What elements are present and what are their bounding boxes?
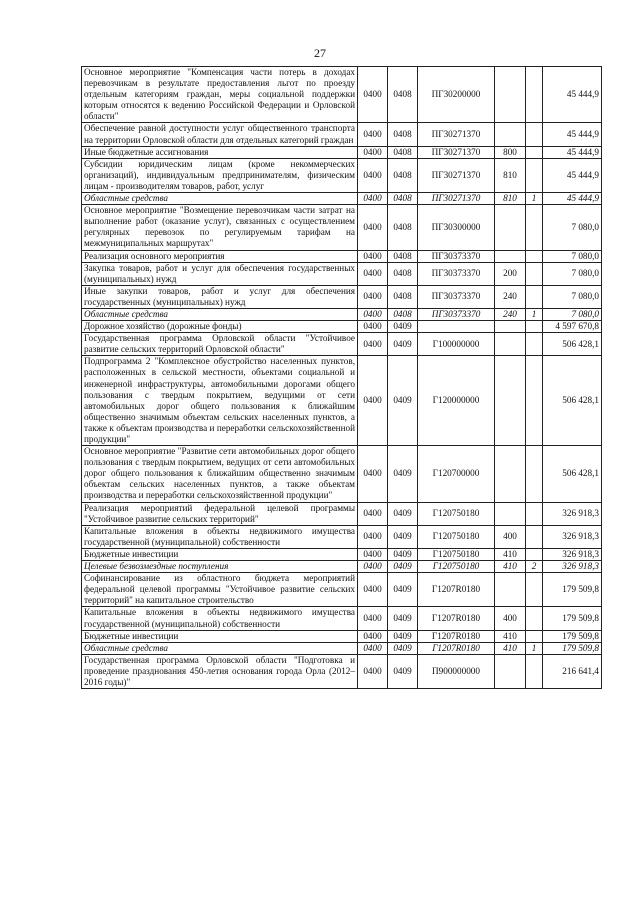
table-row — [82, 205, 602, 250]
section-code: 0400 — [358, 525, 388, 548]
expense-type-code: 800 — [495, 146, 526, 158]
subsection-code: 0409 — [388, 561, 418, 573]
expense-type-code: 410 — [495, 642, 526, 654]
target-article-code: Г120750180 — [418, 525, 495, 548]
expense-type-code — [495, 356, 526, 446]
amount: 179 509,8 — [543, 573, 602, 607]
target-article-code: ПГ30200000 — [418, 67, 495, 123]
target-article-code: П900000000 — [418, 654, 495, 688]
target-article-code: Г1207R0180 — [418, 642, 495, 654]
table-row — [82, 146, 602, 158]
subsection-code: 0409 — [388, 333, 418, 356]
funding-source-code — [526, 333, 543, 356]
table-row — [82, 321, 602, 333]
section-code: 0400 — [358, 356, 388, 446]
table-row — [82, 525, 602, 548]
section-code: 0400 — [358, 146, 388, 158]
target-article-code — [418, 321, 495, 333]
amount: 7 080,0 — [543, 262, 602, 285]
funding-source-code — [526, 321, 543, 333]
target-article-code: Г120000000 — [418, 356, 495, 446]
section-code: 0400 — [358, 630, 388, 642]
expense-description: Бюджетные инвестиции — [82, 630, 358, 642]
subsection-code: 0409 — [388, 321, 418, 333]
page-number: 27 — [314, 46, 326, 60]
target-article-code: Г1207R0180 — [418, 630, 495, 642]
funding-source-code — [526, 205, 543, 250]
expense-type-code — [495, 446, 526, 502]
expense-type-code: 810 — [495, 193, 526, 205]
section-code: 0400 — [358, 654, 388, 688]
amount: 216 641,4 — [543, 654, 602, 688]
section-code: 0400 — [358, 607, 388, 630]
subsection-code: 0408 — [388, 158, 418, 192]
funding-source-code — [526, 573, 543, 607]
expense-description: Областные средства — [82, 308, 358, 320]
table-row — [82, 67, 602, 123]
expense-type-code — [495, 250, 526, 262]
funding-source-code — [526, 502, 543, 525]
amount: 179 509,8 — [543, 630, 602, 642]
expense-description: Иные закупки товаров, работ и услуг для обеспечения государственных (муниципальных) нужд — [82, 285, 358, 308]
funding-source-code: 1 — [526, 642, 543, 654]
target-article-code: Г120750180 — [418, 561, 495, 573]
expense-description: Бюджетные инвестиции — [82, 548, 358, 560]
funding-source-code — [526, 146, 543, 158]
expense-description: Целевые безвозмездные поступления — [82, 561, 358, 573]
expense-type-code: 400 — [495, 607, 526, 630]
amount: 326 918,3 — [543, 502, 602, 525]
funding-source-code — [526, 548, 543, 560]
target-article-code: ПГ30373370 — [418, 262, 495, 285]
target-article-code: ПГ30373370 — [418, 285, 495, 308]
funding-source-code — [526, 158, 543, 192]
funding-source-code — [526, 356, 543, 446]
expense-description: Государственная программа Орловской области "Подготовка и проведение празднования 450-летия основания города Орла (2012–2016 годы)" — [82, 654, 358, 688]
budget-table-body — [82, 67, 602, 689]
funding-source-code — [526, 67, 543, 123]
expense-description: Государственная программа Орловской области "Устойчивое развитие сельских территорий Орловской области" — [82, 333, 358, 356]
subsection-code: 0408 — [388, 262, 418, 285]
amount: 506 428,1 — [543, 356, 602, 446]
section-code: 0400 — [358, 285, 388, 308]
amount: 4 597 670,8 — [543, 321, 602, 333]
section-code: 0400 — [358, 193, 388, 205]
subsection-code: 0409 — [388, 573, 418, 607]
expense-type-code — [495, 67, 526, 123]
subsection-code: 0409 — [388, 446, 418, 502]
subsection-code: 0408 — [388, 285, 418, 308]
table-row — [82, 356, 602, 446]
section-code: 0400 — [358, 308, 388, 320]
expense-description: Субсидии юридическим лицам (кроме некоммерческих организаций), индивидуальным предпринимателям, физическим лицам - производителям товаров, работ, услуг — [82, 158, 358, 192]
subsection-code: 0409 — [388, 654, 418, 688]
table-row — [82, 502, 602, 525]
expense-description: Капитальные вложения в объекты недвижимого имущества государственной (муниципальной) собственности — [82, 525, 358, 548]
expense-description: Обеспечение равной доступности услуг общественного транспорта на территории Орловской области для отдельных категорий граждан — [82, 123, 358, 146]
table-row — [82, 446, 602, 502]
table-row — [82, 642, 602, 654]
expense-description: Иные бюджетные ассигнования — [82, 146, 358, 158]
table-row — [82, 607, 602, 630]
expense-type-code: 400 — [495, 525, 526, 548]
table-row — [82, 158, 602, 192]
funding-source-code: 2 — [526, 561, 543, 573]
amount: 7 080,0 — [543, 308, 602, 320]
funding-source-code — [526, 607, 543, 630]
expense-description: Реализация основного мероприятия — [82, 250, 358, 262]
target-article-code: ПГ30271370 — [418, 158, 495, 192]
amount: 45 444,9 — [543, 193, 602, 205]
expense-description: Основное мероприятие "Компенсация части потерь в доходах перевозчикам в результате предоставления льгот по проезду отдельным категориям граждан, меры социальной поддержки которым относятся к ведению Российской Федерации и Орловской области" — [82, 67, 358, 123]
section-code: 0400 — [358, 642, 388, 654]
expense-description: Основное мероприятие "Возмещение перевозчикам части затрат на выполнение работ (оказание услуг), связанных с осуществлением регулярных перевозок по регулируемым тарифам на межмуниципальных маршрутах" — [82, 205, 358, 250]
funding-source-code — [526, 446, 543, 502]
subsection-code: 0408 — [388, 205, 418, 250]
section-code: 0400 — [358, 446, 388, 502]
expense-description: Основное мероприятие "Развитие сети автомобильных дорог общего пользования с твердым покрытием, ведущих от сети автомобильных дорог общего пользования к ближайшим общественно значимым объектам сельских населенных пунктов, а также объектам производства и переработки сельскохозяйственной продукции" — [82, 446, 358, 502]
subsection-code: 0409 — [388, 548, 418, 560]
target-article-code: Г120700000 — [418, 446, 495, 502]
expense-description: Капитальные вложения в объекты недвижимого имущества государственной (муниципальной) собственности — [82, 607, 358, 630]
section-code: 0400 — [358, 573, 388, 607]
amount: 179 509,8 — [543, 642, 602, 654]
target-article-code: ПГ30373370 — [418, 250, 495, 262]
expense-type-code — [495, 333, 526, 356]
table-row — [82, 561, 602, 573]
subsection-code: 0409 — [388, 607, 418, 630]
section-code: 0400 — [358, 158, 388, 192]
amount: 45 444,9 — [543, 123, 602, 146]
target-article-code: ПГ30373370 — [418, 308, 495, 320]
subsection-code: 0409 — [388, 525, 418, 548]
target-article-code: ПГ30271370 — [418, 193, 495, 205]
table-row — [82, 250, 602, 262]
subsection-code: 0409 — [388, 630, 418, 642]
target-article-code: Г1207R0180 — [418, 607, 495, 630]
expense-type-code — [495, 573, 526, 607]
section-code: 0400 — [358, 205, 388, 250]
subsection-code: 0409 — [388, 642, 418, 654]
subsection-code: 0408 — [388, 308, 418, 320]
expense-type-code: 810 — [495, 158, 526, 192]
funding-source-code — [526, 262, 543, 285]
amount: 45 444,9 — [543, 67, 602, 123]
section-code: 0400 — [358, 502, 388, 525]
target-article-code: ПГ30300000 — [418, 205, 495, 250]
table-row — [82, 573, 602, 607]
funding-source-code — [526, 525, 543, 548]
section-code: 0400 — [358, 561, 388, 573]
expense-description: Дорожное хозяйство (дорожные фонды) — [82, 321, 358, 333]
subsection-code: 0408 — [388, 193, 418, 205]
expense-type-code: 410 — [495, 548, 526, 560]
section-code: 0400 — [358, 262, 388, 285]
table-row — [82, 630, 602, 642]
target-article-code: ПГ30271370 — [418, 123, 495, 146]
target-article-code: ПГ30271370 — [418, 146, 495, 158]
target-article-code: Г100000000 — [418, 333, 495, 356]
funding-source-code — [526, 285, 543, 308]
funding-source-code — [526, 250, 543, 262]
table-row — [82, 262, 602, 285]
amount: 506 428,1 — [543, 446, 602, 502]
amount: 7 080,0 — [543, 285, 602, 308]
table-row — [82, 654, 602, 688]
expense-type-code: 200 — [495, 262, 526, 285]
target-article-code: Г1207R0180 — [418, 573, 495, 607]
table-row — [82, 333, 602, 356]
expense-type-code — [495, 654, 526, 688]
funding-source-code — [526, 654, 543, 688]
amount: 179 509,8 — [543, 607, 602, 630]
table-row — [82, 308, 602, 320]
expense-description: Закупка товаров, работ и услуг для обеспечения государственных (муниципальных) нужд — [82, 262, 358, 285]
section-code: 0400 — [358, 67, 388, 123]
section-code: 0400 — [358, 123, 388, 146]
amount: 7 080,0 — [543, 250, 602, 262]
subsection-code: 0408 — [388, 123, 418, 146]
budget-table — [81, 66, 602, 689]
section-code: 0400 — [358, 250, 388, 262]
amount: 506 428,1 — [543, 333, 602, 356]
section-code: 0400 — [358, 321, 388, 333]
expense-description: Подпрограмма 2 "Комплексное обустройство населенных пунктов, расположенных в сельской местности, объектами социальной и инженерной инфраструктуры, автомобильными дорогами общего пользования с твердым покрытием, ведущими от сети автомобильных дорог общего пользования к ближайшим общественно значимым объектам сельских населенных пунктов, а также к объектам производства и переработки сельскохозяйственной продукции" — [82, 356, 358, 446]
target-article-code: Г120750180 — [418, 548, 495, 560]
expense-type-code: 410 — [495, 561, 526, 573]
subsection-code: 0408 — [388, 250, 418, 262]
amount: 326 918,3 — [543, 525, 602, 548]
table-row — [82, 193, 602, 205]
target-article-code: Г120750180 — [418, 502, 495, 525]
funding-source-code: 1 — [526, 308, 543, 320]
amount: 326 918,3 — [543, 548, 602, 560]
amount: 45 444,9 — [543, 158, 602, 192]
table-row — [82, 285, 602, 308]
amount: 45 444,9 — [543, 146, 602, 158]
expense-type-code: 240 — [495, 308, 526, 320]
funding-source-code — [526, 123, 543, 146]
subsection-code: 0408 — [388, 67, 418, 123]
expense-type-code — [495, 502, 526, 525]
expense-type-code: 240 — [495, 285, 526, 308]
section-code: 0400 — [358, 548, 388, 560]
section-code: 0400 — [358, 333, 388, 356]
expense-description: Софинансирование из областного бюджета мероприятий федеральной целевой программы "Устойчивое развитие сельских территорий" на капитальное строительство — [82, 573, 358, 607]
funding-source-code: 1 — [526, 193, 543, 205]
funding-source-code — [526, 630, 543, 642]
subsection-code: 0409 — [388, 356, 418, 446]
expense-type-code: 410 — [495, 630, 526, 642]
table-row — [82, 548, 602, 560]
expense-description: Областные средства — [82, 642, 358, 654]
expense-type-code — [495, 123, 526, 146]
expense-type-code — [495, 321, 526, 333]
subsection-code: 0409 — [388, 502, 418, 525]
amount: 7 080,0 — [543, 205, 602, 250]
table-row — [82, 123, 602, 146]
amount: 326 918,3 — [543, 561, 602, 573]
expense-description: Областные средства — [82, 193, 358, 205]
expense-description: Реализация мероприятий федеральной целевой программы "Устойчивое развитие сельских территорий" — [82, 502, 358, 525]
subsection-code: 0408 — [388, 146, 418, 158]
expense-type-code — [495, 205, 526, 250]
